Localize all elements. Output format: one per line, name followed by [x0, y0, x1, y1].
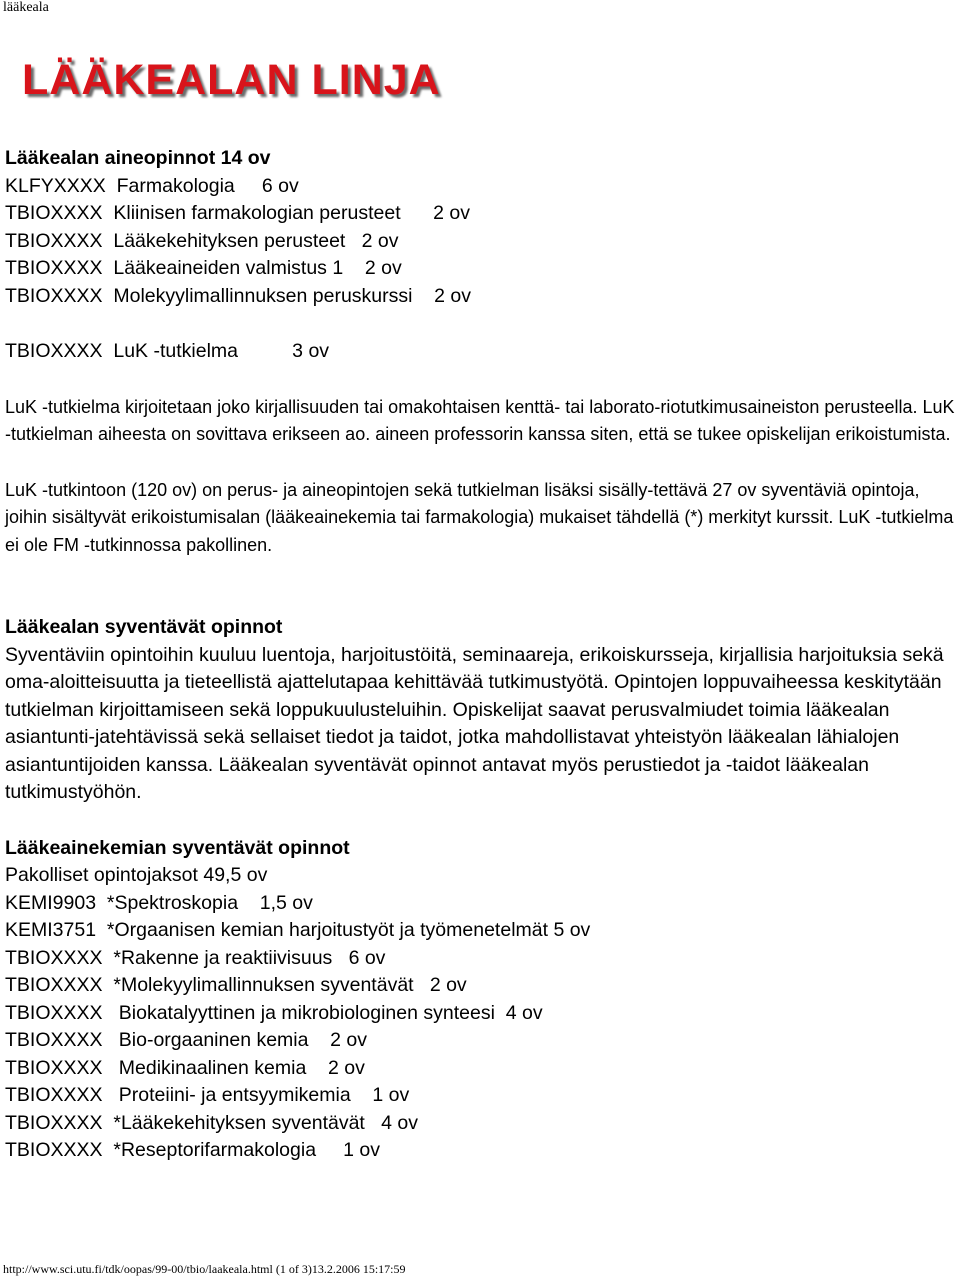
course-line: KEMI9903 *Spektroskopia 1,5 ov — [5, 891, 313, 914]
subheading: Pakolliset opintojaksot 49,5 ov — [5, 864, 268, 886]
spacer — [5, 366, 955, 394]
section-paragraph: Syventäviin opintoihin kuuluu luentoja, harjoitustöitä, seminaareja, erikoiskursseja, kirjallisia harjoituksia sekä oma-aloitteisuutta ja tieteellistä ajattelutapaa kehittävää tutkimustyötä. Opintojen loppuvaiheessa keskitytään tutkielman kirjoittamiseen sekä loppukuulusteluihin. Opiskelijat saavat perusvalmiudet toimia lääkealan asiantunti-jatehtävissä sekä sellaiset tiedot ja taidot, jotka mahdollistavat yhteistyön lääkealan lähialojen asiantuntijoiden kanssa. Lääkealan syventävät opinnot antavat myös perustiedot ja -taidot lääkealan tutkimustyöhön. — [5, 643, 944, 803]
banner-logo: LÄÄKEALAN LINJA — [22, 56, 441, 104]
course-line: TBIOXXXX Biokatalyyttinen ja mikrobiologinen synteesi 4 ov — [5, 1001, 543, 1024]
course-line: TBIOXXXX Proteiini- ja entsyymikemia 1 ov — [5, 1084, 410, 1106]
course-line: TBIOXXXX LuK -tutkielma 3 ov — [5, 340, 330, 362]
course-line: TBIOXXXX *Lääkekehityksen syventävät 4 ov — [5, 1111, 418, 1134]
spacer — [5, 807, 955, 835]
thesis-paragraph: LuK -tutkielma kirjoitetaan joko kirjallisuuden tai omakohtaisen kenttä- tai laborato-riotutkimusaineiston perusteella. LuK -tutkielman aiheesta on sovittava erikseen ao. aineen professorin kanssa siten, että se tukee opiskelijan erikoistumista. — [5, 396, 955, 444]
course-line: TBIOXXXX Molekyylimallinnuksen peruskurssi 2 ov — [5, 284, 472, 307]
course-line: TBIOXXXX *Molekyylimallinnuksen syventävät 2 ov — [5, 974, 467, 996]
course-line: KEMI3751 *Orgaanisen kemian harjoitustyöt ja työmenetelmät 5 ov — [5, 919, 591, 941]
course-line: TBIOXXXX Lääkekehityksen perusteet 2 ov — [5, 229, 399, 252]
page-footer-url: http://www.sci.utu.fi/tdk/oopas/99-00/tbio/laakeala.html (1 of 3)13.2.2006 15:17:59 — [3, 1262, 406, 1276]
course-line: TBIOXXXX Kliinisen farmakologian perusteet 2 ov — [5, 202, 470, 224]
section-heading: Lääkeainekemian syventävät opinnot — [5, 836, 350, 859]
degree-paragraph: LuK -tutkintoon (120 ov) on perus- ja aineopintojen sekä tutkielman lisäksi sisälly-tettävä 27 ov syventäviä opintoja, joihin sisältyvät erikoistumisalan (lääkeainekemia tai farmakologia) mukaiset tähdellä (*) merkityt kurssit. LuK -tutkielma ei ole FM -tutkinnossa pakollinen. — [5, 479, 954, 555]
course-line: TBIOXXXX *Reseptorifarmakologia 1 ov — [5, 1139, 380, 1161]
spacer — [5, 559, 955, 614]
main-content — [5, 145, 955, 1165]
course-line: TBIOXXXX *Rakenne ja reaktiivisuus 6 ov — [5, 946, 386, 969]
page-header-title: lääkeala — [3, 0, 49, 15]
section-heading: Lääkealan syventävät opinnot — [5, 616, 283, 638]
spacer — [5, 310, 955, 338]
spacer — [5, 449, 955, 477]
course-line: KLFYXXXX Farmakologia 6 ov — [5, 174, 299, 197]
course-line: TBIOXXXX Medikinaalinen kemia 2 ov — [5, 1056, 365, 1079]
course-line: TBIOXXXX Lääkeaineiden valmistus 1 2 ov — [5, 257, 402, 279]
course-line: TBIOXXXX Bio-orgaaninen kemia 2 ov — [5, 1029, 368, 1051]
section-heading: Lääkealan aineopinnot 14 ov — [5, 147, 271, 169]
